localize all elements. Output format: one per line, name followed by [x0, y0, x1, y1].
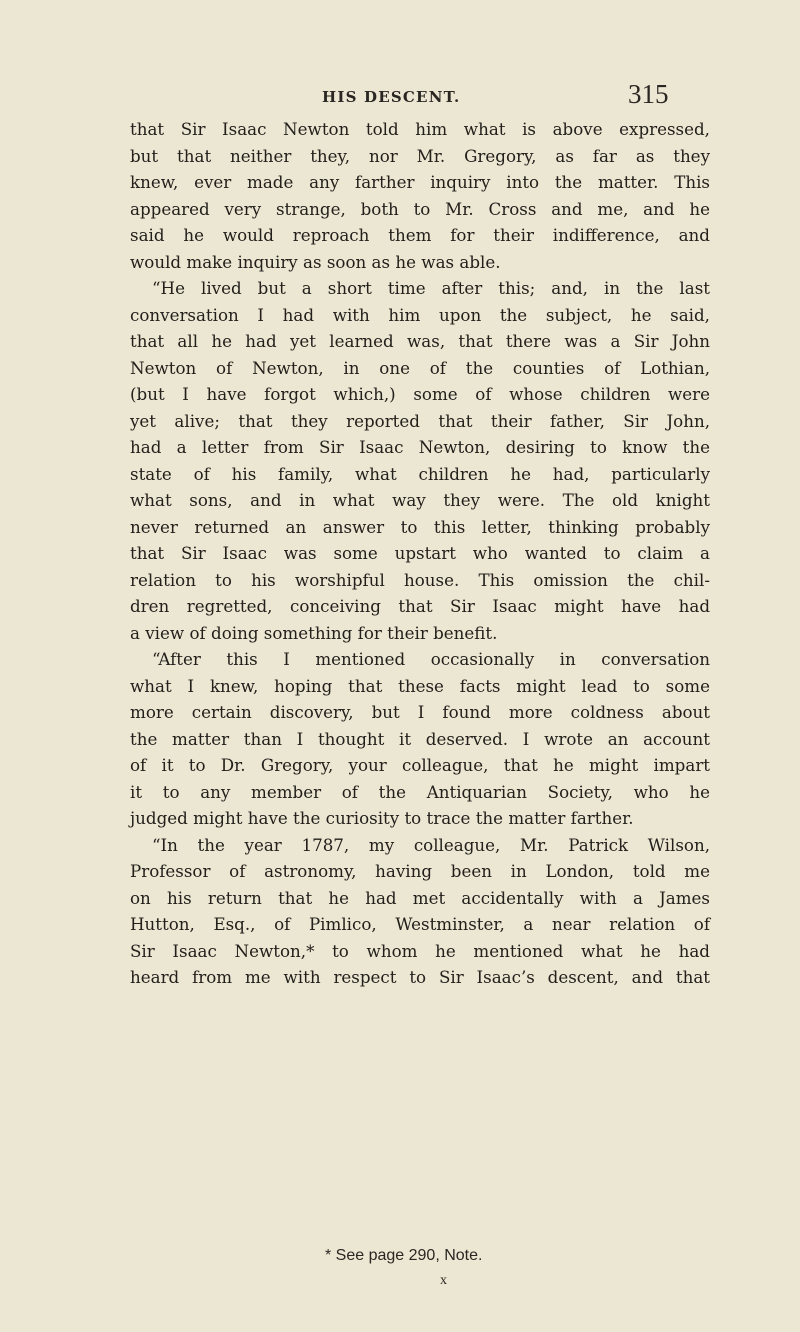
- text-line: what sons, and in what way they were. The old knight: [130, 490, 710, 510]
- text-line: relation to his worshipful house. This omission the chil-: [130, 569, 710, 590]
- text-line: “After this I mentioned occasionally in conversation: [152, 649, 710, 669]
- text-line: the matter than I thought it deserved. I wrote an account: [130, 728, 710, 749]
- text-line: that Sir Isaac Newton told him what is above expressed,: [130, 119, 710, 139]
- text-line: yet alive; that they reported that their father, Sir John,: [130, 410, 710, 431]
- text-line: Professor of astronomy, having been in London, told me: [130, 861, 710, 881]
- text-line: would make inquiry as soon as he was able.: [130, 251, 501, 272]
- text-line: more certain discovery, but I found more coldness about: [130, 702, 710, 722]
- text-line: that Sir Isaac was some upstart who wanted to claim a: [130, 543, 710, 563]
- text-line: said he would reproach them for their indifference, and: [130, 225, 710, 245]
- text-line: Hutton, Esq., of Pimlico, Westminster, a near relation of: [130, 914, 710, 934]
- text-line: that all he had yet learned was, that there was a Sir John: [130, 331, 710, 351]
- text-line: state of his family, what children he had, particularly: [130, 463, 710, 484]
- text-line: Sir Isaac Newton,* to whom he mentioned what he had: [130, 940, 710, 961]
- page-number: 315: [628, 79, 669, 109]
- text-line: had a letter from Sir Isaac Newton, desiring to know the: [130, 437, 710, 457]
- text-line: on his return that he had met accidentally with a James: [130, 887, 710, 908]
- text-line: (but I have forgot which,) some of whose children were: [130, 384, 710, 404]
- text-line: Newton of Newton, in one of the counties of Lothian,: [130, 357, 710, 378]
- text-line: but that neither they, nor Mr. Gregory, as far as they: [130, 145, 710, 166]
- footnote: * See page 290, Note.: [325, 1247, 483, 1264]
- text-line: of it to Dr. Gregory, your colleague, that he might impart: [130, 755, 710, 775]
- text-line: never returned an answer to this letter, thinking probably: [130, 516, 710, 537]
- text-line: a view of doing something for their benefit.: [130, 622, 498, 643]
- text-line: judged might have the curiosity to trace the matter farther.: [130, 808, 634, 828]
- signature-mark: x: [440, 1273, 447, 1288]
- text-line: knew, ever made any farther inquiry into the matter. This: [130, 172, 710, 192]
- text-line: “He lived but a short time after this; and, in the last: [152, 278, 710, 298]
- body-text: [130, 116, 710, 991]
- text-line: what I knew, hoping that these facts might lead to some: [130, 675, 710, 696]
- text-line: dren regretted, conceiving that Sir Isaac might have had: [130, 596, 710, 616]
- text-line: it to any member of the Antiquarian Society, who he: [130, 781, 710, 802]
- text-line: heard from me with respect to Sir Isaac’s descent, and that: [130, 967, 710, 987]
- text-line: conversation I had with him upon the subject, he said,: [130, 304, 710, 325]
- running-head: HIS DESCENT.: [322, 88, 461, 106]
- text-line: “In the year 1787, my colleague, Mr. Patrick Wilson,: [152, 834, 710, 855]
- text-line: appeared very strange, both to Mr. Cross and me, and he: [130, 198, 710, 219]
